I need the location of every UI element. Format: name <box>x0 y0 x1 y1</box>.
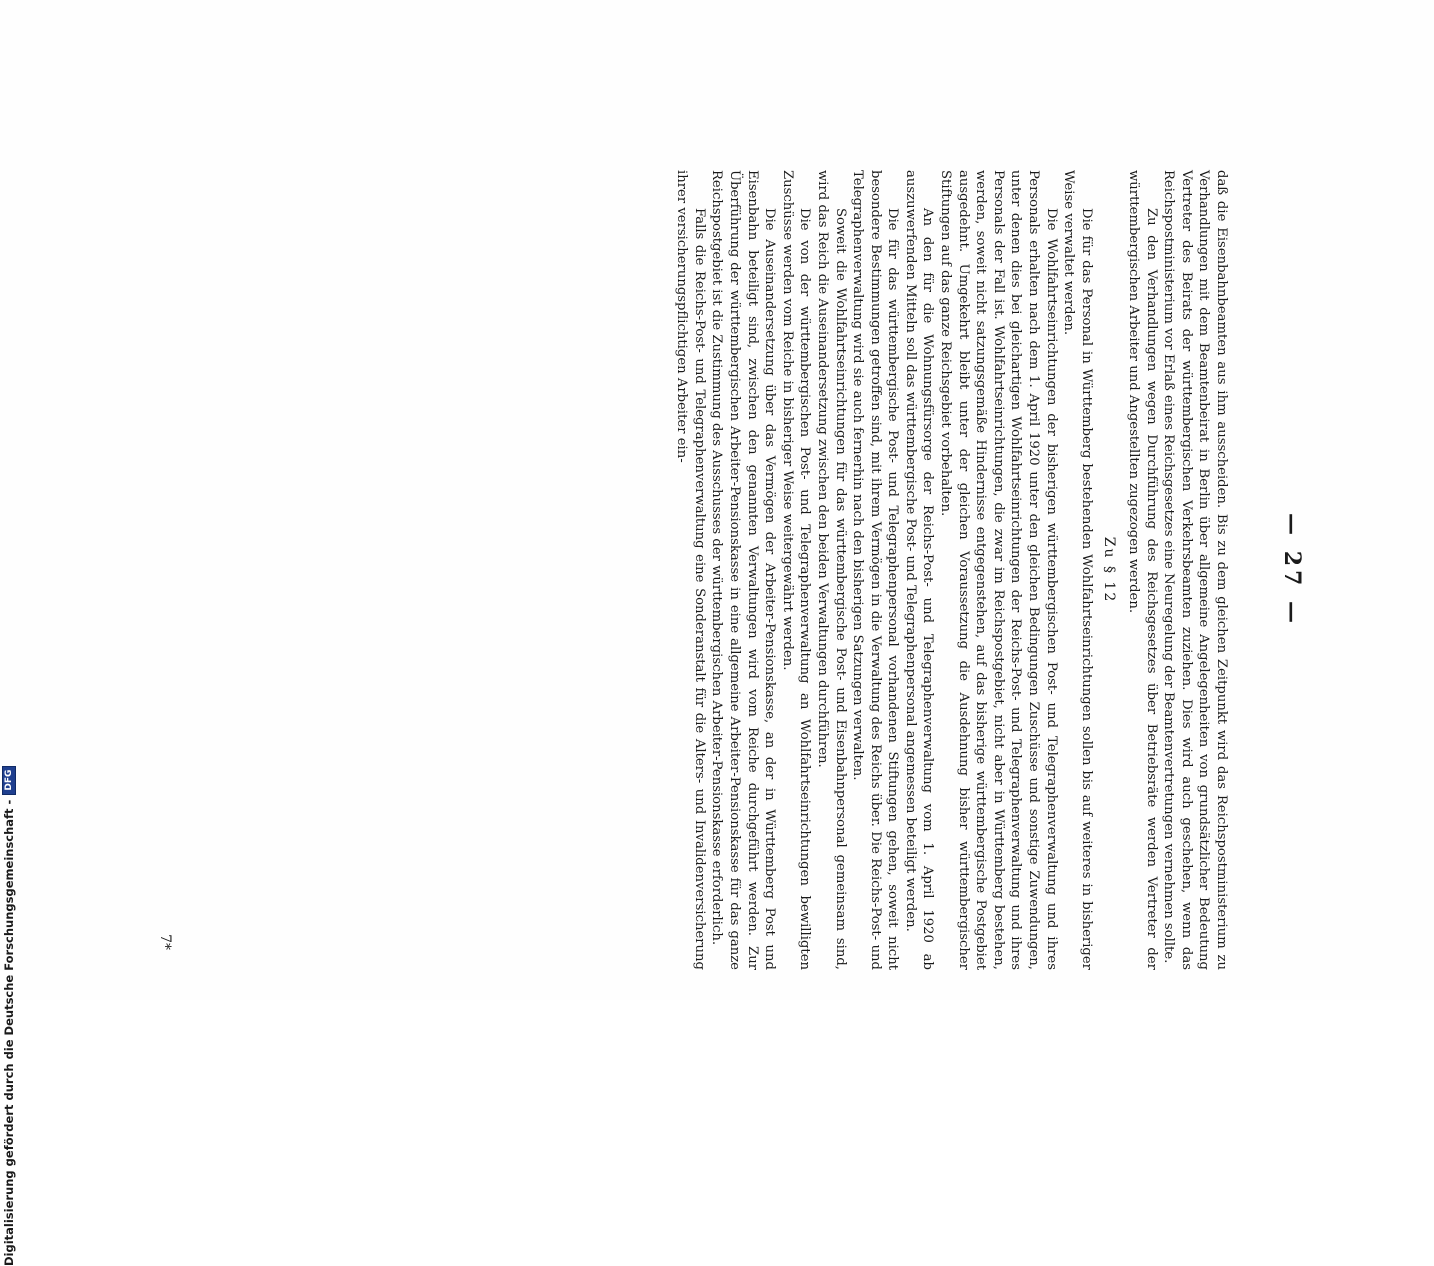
digitization-note-text: Digitalisierung gefördert durch die Deutsche Forschungsgemeinschaft - <box>2 799 16 1266</box>
paragraph-1: daß die Eisenbahnbeamten aus ihm ausscheiden. Bis zu dem gleichen Zeitpunkt wird das Reichspostministerium zu Verhandlungen mit dem Beamtenbeirat in Berlin über allgemeine Angelegenheiten von grundsätzlicher Bedeutung Vertreter des Beirats der württembergischen Verkehrsbeamten zuziehen. Dies wird auch geschehen, wenn das Reichspostministerium vor Erlaß eines Reichsgesetzes eine Neuregelung der Beamtenvertretungen vernehmen sollte. <box>1161 170 1229 970</box>
paragraph-7: Soweit die Wohlfahrtseinrichtungen für das württembergische Post- und Eisenbahnpersonal gemeinsam sind, wird das Reich die Auseinandersetzung zwischen den beiden Verwaltungen durchführen. <box>814 170 848 970</box>
rotated-page-content <box>155 170 1305 970</box>
section-heading: Zu § 12 <box>1101 536 1118 604</box>
paragraph-3: Die für das Personal in Württemberg bestehenden Wohlfahrtseinrichtungen sollen bis auf weiteres in bisheriger Weise verwaltet werden. <box>1061 170 1094 970</box>
page-number-header: — 27 — <box>1279 513 1305 627</box>
paragraph-10: Falls die Reichs-Post- und Telegraphenverwaltung eine Sonderanstalt für die Alters- und Invalidenversicherung ihrer versicherungspflichtigen Arbeiter ein- <box>674 170 707 970</box>
paragraph-5: An den für die Wohnungsfürsorge der Reichs-Post- und Telegraphenverwaltung vom 1. April 1920 ab auszuwerfenden Mitteln soll das württembergische Post- und Telegraphenpersonal angemessen beteiligt werden. <box>902 170 936 970</box>
paragraph-4: Die Wohlfahrtseinrichtungen der bisherigen württembergischen Post- und Telegraphenverwaltung und ihres Personals erhalten nach dem 1. April 1920 unter den gleichen Bedingungen Zuschüsse und sonstige Zuwendungen, unter denen dies bei gleichartigen Wohlfahrtseinrichtungen der Reichs-Post- und Telegraphenverwaltung und ihres Personals der Fall ist. Wohlfahrtseinrichtungen, die zwar im Reichspostgebiet, nicht aber in Württemberg bestehen, werden, soweit nicht satzungsgemäße Hindernisse entgegenstehen, auf das bisherige württembergische Postgebiet ausgedehnt. Umgekehrt bleibt unter der gleichen Voraussetzung die Ausdehnung bisher württembergischer Stiftungen auf das ganze Reichsgebiet vorbehalten. <box>938 170 1059 970</box>
sheet-signature-mark: 7* <box>157 934 173 950</box>
text-body <box>180 170 1230 970</box>
paragraph-8: Die von der württembergischen Post- und Telegraphenverwaltung an Wohlfahrtseinrichtungen bewilligten Zuschüsse werden vom Reiche in bisheriger Weise weitergewährt werden. <box>779 170 813 970</box>
dfg-logo-icon: DFG <box>2 766 16 795</box>
digitization-note <box>1 306 17 1266</box>
paragraph-6: Die für das württembergische Post- und Telegraphenpersonal vorhandenen Stiftungen gehen, soweit nicht besondere Bestimmungen getroffen sind, mit ihrem Vermögen in die Verwaltung des Reichs über. Die Reichs-Post- und Telegraphenverwaltung wird sie auch fernerhin nach den bisherigen Satzungen verwalten. <box>850 170 901 970</box>
paragraph-9: Die Auseinandersetzung über das Vermögen der Arbeiter-Pensionskasse, an der in Württemberg Post und Eisenbahn beteiligt sind, zwischen den genannten Verwaltungen wird vom Reiche durchgeführt werden. Zur Überführung der württembergischen Arbeiter-Pensionskasse in eine allgemeine Arbeiter-Pensionskasse für das ganze Reichspostgebiet ist die Zustimmung des Ausschusses der württembergischen Arbeiter-Pensionskasse erforderlich. <box>709 170 778 970</box>
paragraph-2: Zu den Verhandlungen wegen Durchführung des Reichsgesetzes über Betriebsräte werden Vertreter der württembergischen Arbeiter und Angestellten zugezogen werden. <box>1126 170 1159 970</box>
